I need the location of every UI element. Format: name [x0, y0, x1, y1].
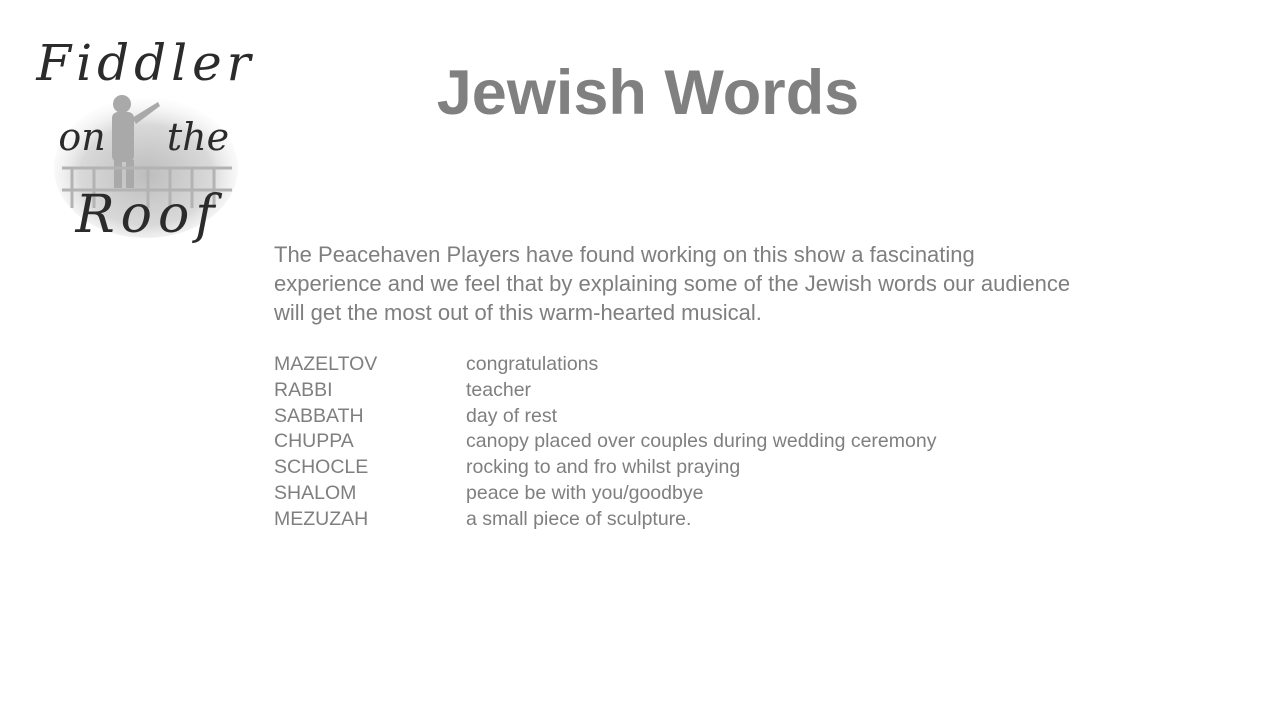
- glossary-term: SABBATH: [274, 404, 364, 427]
- glossary-row: [274, 481, 1074, 507]
- glossary-term: SHALOM: [274, 481, 357, 504]
- glossary-definition: peace be with you/goodbye: [466, 481, 704, 504]
- glossary-row: [274, 507, 1074, 533]
- logo-word-fiddler: Fiddler: [36, 34, 256, 92]
- glossary-term: RABBI: [274, 378, 333, 401]
- glossary-definition: teacher: [466, 378, 532, 401]
- glossary-term: CHUPPA: [274, 430, 354, 453]
- logo-word-roof: Roof: [75, 185, 221, 245]
- glossary-row: [274, 429, 1074, 455]
- glossary-row: [274, 455, 1074, 481]
- glossary-definition: day of rest: [466, 404, 558, 427]
- slide-title: Jewish Words: [436, 58, 860, 128]
- glossary-definition: a small piece of sculpture.: [466, 507, 692, 530]
- intro-paragraph: The Peacehaven Players have found working on this show a fascinating experience and we feel that by explaining some of the Jewish words our audience will get the most out of this warm-hearted musical.: [274, 242, 1071, 325]
- glossary-list: [274, 352, 1074, 533]
- fiddler-on-the-roof-logo: [36, 18, 256, 250]
- glossary-row: [274, 352, 1074, 378]
- glossary-row: [274, 404, 1074, 430]
- glossary-definition: rocking to and fro whilst praying: [466, 456, 741, 479]
- glossary-row: [274, 378, 1074, 404]
- glossary-definition: canopy placed over couples during wedding ceremony: [466, 430, 937, 453]
- logo-word-the: the: [166, 115, 230, 159]
- logo-word-on: on: [58, 115, 106, 159]
- glossary-term: MAZELTOV: [274, 353, 378, 375]
- logo-artwork: [36, 18, 256, 250]
- glossary-term: SCHOCLE: [274, 456, 369, 479]
- glossary-term: MEZUZAH: [274, 507, 369, 530]
- glossary-definition: congratulations: [466, 353, 599, 375]
